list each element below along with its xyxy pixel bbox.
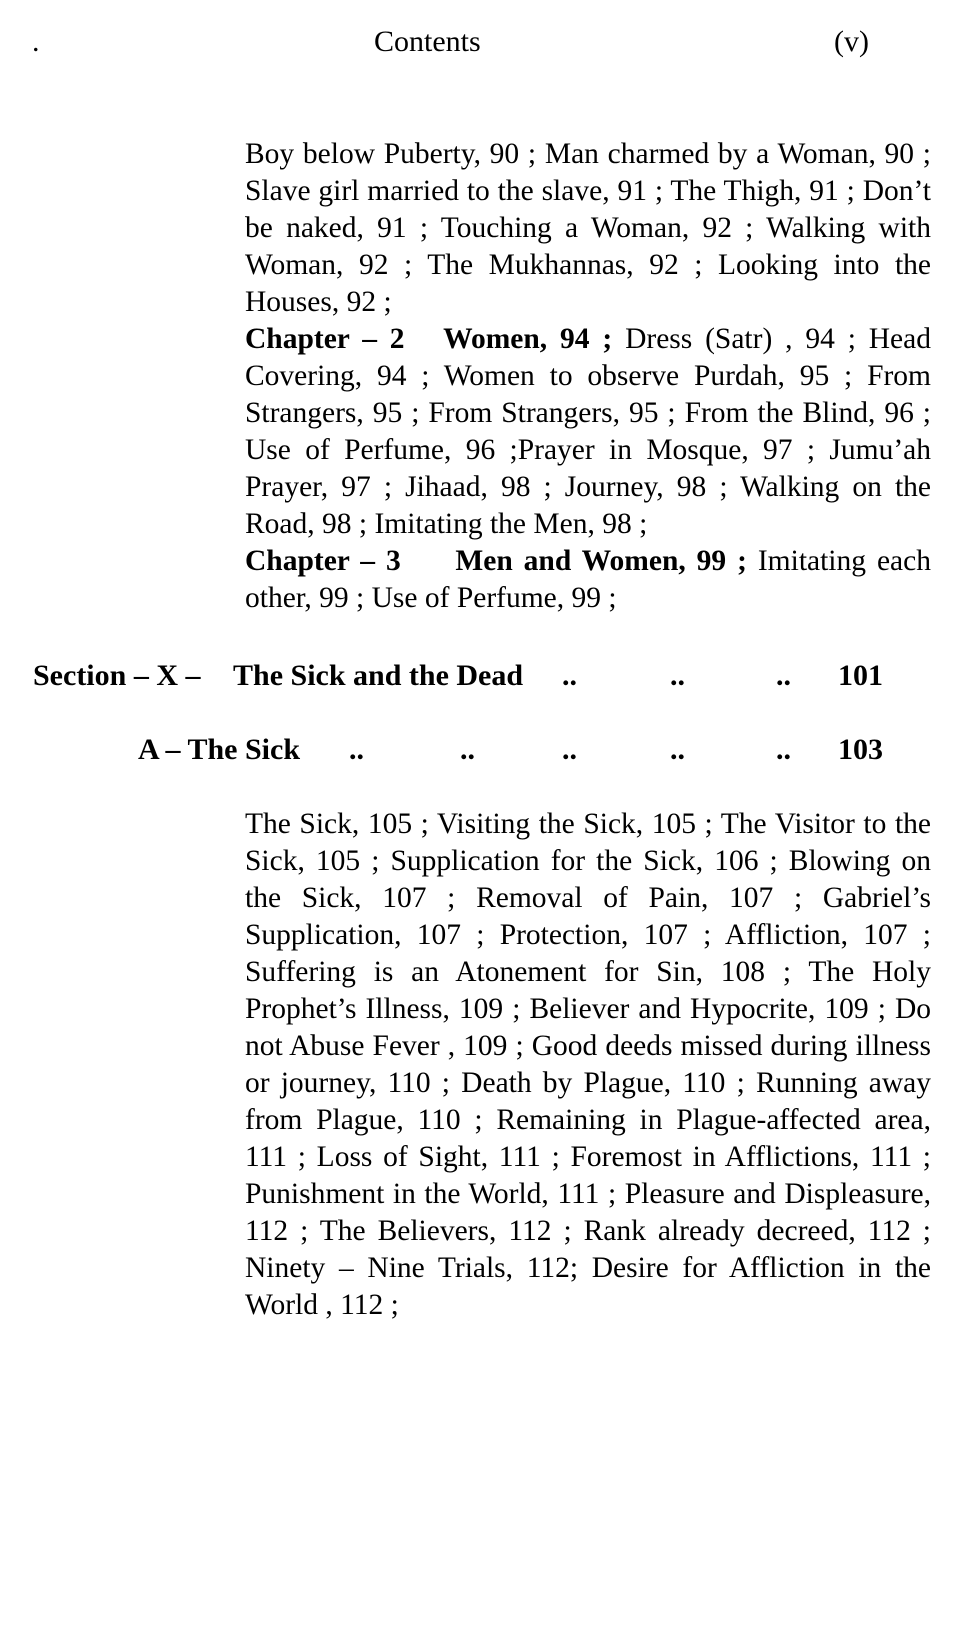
page-title: Contents [374, 25, 481, 58]
leader-dots: .. [776, 733, 791, 766]
page-number: (v) [834, 25, 869, 58]
leader-dots: .. [562, 733, 577, 766]
leader-dots: .. [349, 733, 364, 766]
leader-dots: .. [670, 659, 685, 692]
contents-block-2 [245, 806, 931, 1324]
section-x-page: 101 [838, 659, 883, 692]
subsection-a-label: A – The Sick [138, 733, 300, 766]
chapter-3-entries: Imitating each other, 99 ; Use of Perfume, 99 ; [245, 545, 931, 614]
chapter-2-label: Chapter – 2 [245, 323, 405, 355]
section-x-label: Section – X – [33, 659, 201, 692]
leader-dots: .. [776, 659, 791, 692]
leader-dots: .. [460, 733, 475, 766]
leader-dots: .. [562, 659, 577, 692]
leader-dots: .. [670, 733, 685, 766]
entries-text-2: The Sick, 105 ; Visiting the Sick, 105 ; The Visitor to the Sick, 105 ; Supplication for the Sick, 106 ; Blowing on the Sick, 107 ; Removal of Pain, 107 ; Gabriel’s Supplication, 107 ; Protection, 107 ; Affliction, 107 ; Suffering is an Atonement for Sin, 108 ; The Holy Prophet’s Illness, 109 ; Believer and Hypocrite, 109 ; Do not Abuse Fever , 109 ; Good deeds missed during illness or journey, 110 ; Death by Plague, 110 ; Running away from Plague, 110 ; Remaining in Plague-affected area, 111 ; Loss of Sight, 111 ; Foremost in Afflictions, 111 ; Punishment in the World, 111 ; Pleasure and Displeasure, 112 ; The Believers, 112 ; Rank already decreed, 112 ; Ninety – Nine Trials, 112; Desire for Affliction in the World , 112 ; [245, 808, 931, 1321]
chapter-2-title: Women, 94 ; [443, 323, 613, 355]
chapter-3-title: Men and Women, 99 ; [455, 545, 747, 577]
subsection-a-page: 103 [838, 733, 883, 766]
contents-block-1 [245, 136, 931, 617]
chapter-2-entries: Dress (Satr) , 94 ; Head Covering, 94 ; Women to observe Purdah, 95 ; From Strangers, 95 ; From Strangers, 95 ; From the Blind, 96 ; Use of Perfume, 96 ;Prayer in Mosque, 97 ; Jumu’ah Prayer, 97 ; Jihaad, 98 ; Journey, 98 ; Walking on the Road, 98 ; Imitating the Men, 98 ; [245, 323, 931, 540]
entries-text-1: Boy below Puberty, 90 ; Man charmed by a Woman, 90 ; Slave girl married to the slave, 91 ; The Thigh, 91 ; Don’t be naked, 91 ; Touching a Woman, 92 ; Walking with Woman, 92 ; The Mukhannas, 92 ; Looking into the Houses, 92 ; [245, 138, 931, 318]
chapter-3-label: Chapter – 3 [245, 545, 401, 577]
section-x-title: The Sick and the Dead [233, 659, 524, 692]
header-dot: . [32, 25, 40, 58]
